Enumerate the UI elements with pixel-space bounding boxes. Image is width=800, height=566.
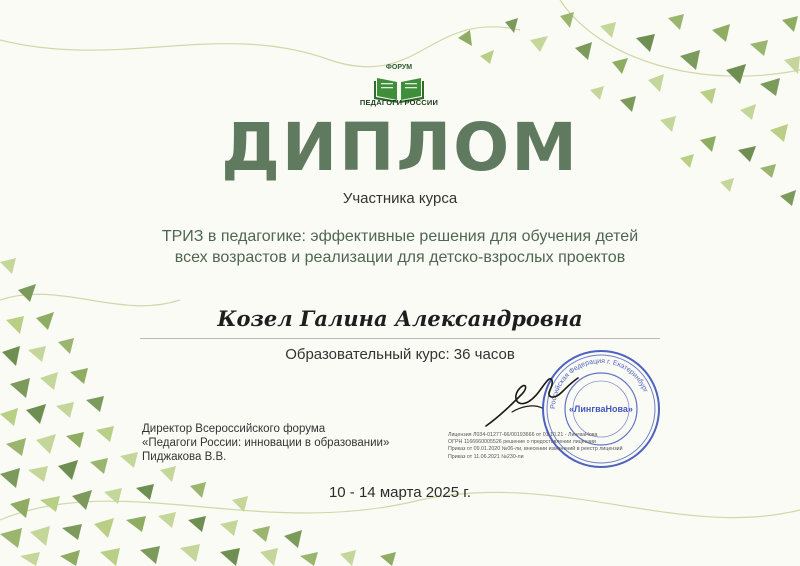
license-info [448,432,678,461]
license-line-3: Приказ от 09.01.2020 №06-ли, внесении изменений в реестр лицензий [448,446,623,453]
course-title-line-2: всех возрастов и реализации для детско-взрослых проектов [174,249,626,266]
diploma-subtitle: Участника курса [342,190,458,207]
license-line-4: Приказ от 11.06.2021 №230-ли [448,453,524,460]
diploma-title: ДИПЛОМ [221,109,579,186]
signatory-line-2: «Педагоги России: инновации в образовании» [142,437,390,449]
stamp-ring-text: Российская Федерация г. Екатеринбург [549,357,649,410]
course-title [90,226,710,268]
logo-top-text: ФОРУМ [385,64,413,71]
license-line-1: Лицензия Л034-01277-66/00193666 от 01.10.21 - ЛингваНова [448,432,598,438]
license-line-2: ОГРН 1166660005526 решение о предоставлении лицензии [448,439,596,446]
stamp-center-text: «ЛингваНова» [569,404,633,414]
logo-bottom-text: ПЕДАГОГИ РОССИИ [359,98,439,107]
signature-graphic [482,368,582,434]
signatory-block [142,422,389,464]
name-underline [140,338,660,339]
leaf-confetti-bottom-left [0,258,396,566]
course-hours: Образовательный курс: 36 часов [285,346,515,363]
course-date: 10 - 14 марта 2025 г. [328,484,472,501]
signatory-name: Пиджакова В.В. [142,451,227,463]
course-title-line-1: ТРИЗ в педагогике: эффективные решения для обучения детей [161,228,639,245]
signatory-line-1: Директор Всероссийского форума [142,423,326,435]
recipient-name: Козел Галина Александровна [217,306,583,331]
forum-logo [357,64,441,114]
